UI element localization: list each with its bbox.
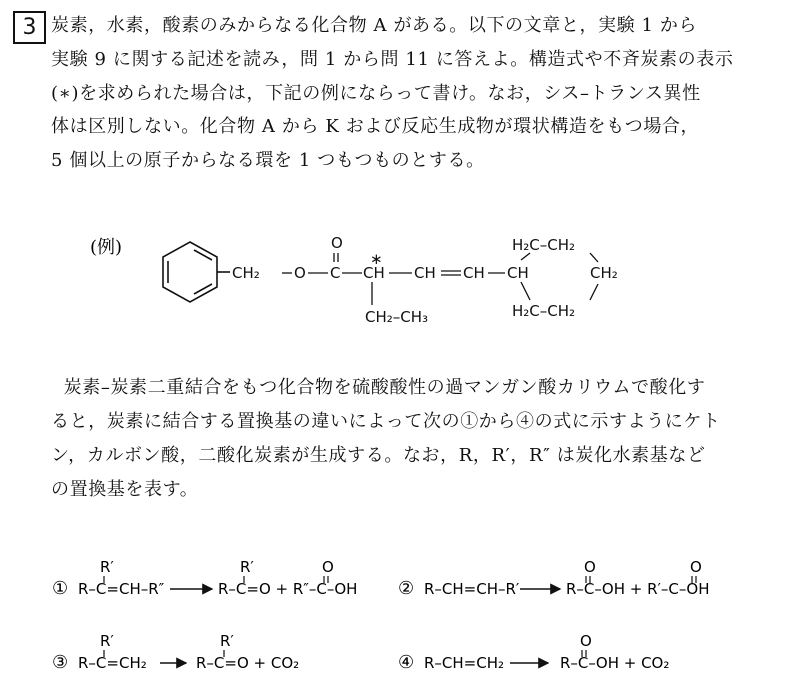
ring-ch: CH: [507, 264, 529, 282]
reaction-2-number: ②: [398, 578, 415, 599]
intro-line-2: 実験 9 に関する記述を読み，問 1 から問 11 に答えよ。構造式や不斉炭素の表示: [51, 49, 734, 70]
reaction-4-product: R–C–OH + CO₂: [560, 654, 670, 672]
benzene-ring: [163, 242, 230, 302]
reaction-4: [398, 632, 669, 673]
intro-line-5: 5 個以上の原子からなる環を 1 つもつものとする。: [51, 150, 485, 171]
chiral-mark: ∗: [370, 250, 383, 268]
ethyl-group: CH₂–CH₃: [365, 308, 429, 326]
reaction-3-reactant: R–C=CH₂: [78, 654, 147, 672]
reaction-1-acid-oxygen: O: [322, 558, 334, 576]
ring-bottom: H₂C–CH₂: [512, 302, 576, 320]
oxidation-line-2: ると，炭素に結合する置換基の違いによって次の①から④の式に示すようにケト: [51, 411, 721, 432]
oxidation-line-3: ン，カルボン酸，二酸化炭素が生成する。なお，R，R′，R″ は炭化水素基など: [51, 445, 706, 466]
question-number-box: 3: [13, 11, 46, 44]
reaction-2-oxygen-1: O: [584, 558, 596, 576]
reaction-2-oxygen-2: O: [690, 558, 702, 576]
reaction-4-oxygen: O: [580, 632, 592, 650]
reaction-3-product-sub-r: R′: [220, 632, 234, 650]
reaction-2-product: R–C–OH + R′–C–OH: [566, 580, 710, 598]
reaction-3-sub-r: R′: [100, 632, 114, 650]
oxidation-line-1: 炭素–炭素二重結合をもつ化合物を硫酸酸性の過マンガン酸カリウムで酸化す: [51, 377, 706, 398]
ch2-group: CH₂: [232, 264, 260, 282]
intro-line-1: 炭素，水素，酸素のみからなる化合物 A がある。以下の文章と，実験 1 から: [51, 15, 698, 36]
reaction-1-product: R–C=O + R″–C–OH: [218, 580, 358, 598]
reaction-1-number: ①: [52, 578, 69, 599]
reaction-1-sub-r: R′: [100, 558, 114, 576]
reaction-3-product: R–C=O + CO₂: [196, 654, 300, 672]
reaction-equations: [0, 536, 800, 686]
reaction-2: [398, 558, 709, 599]
intro-line-4: 体は区別しない。化合物 A から K および反応生成物が環状構造をもつ場合，: [51, 116, 700, 137]
carbonyl-carbon: C: [330, 264, 341, 282]
reaction-3-number: ③: [52, 652, 69, 673]
reaction-3: [52, 632, 299, 673]
intro-line-3: (∗)を求められた場合は，下記の例にならって書け。なお，シス–トランス異性: [51, 83, 701, 104]
alkene-ch-1: CH: [414, 264, 436, 282]
reaction-1-reactant: R–C=CH–R″: [78, 580, 165, 598]
reaction-4-number: ④: [398, 652, 415, 673]
reaction-4-reactant: R–CH=CH₂: [424, 654, 505, 672]
ring-right: CH₂: [590, 264, 618, 282]
alkene-ch-2: CH: [463, 264, 485, 282]
ester-oxygen: O: [294, 264, 306, 282]
example-label: (例): [90, 237, 123, 258]
reaction-2-reactant: R–CH=CH–R′: [424, 580, 520, 598]
reaction-1: [52, 558, 357, 599]
example-structure: [0, 220, 800, 350]
reaction-1-product-sub-r: R′: [240, 558, 254, 576]
oxidation-line-4: の置換基を表す。: [51, 479, 199, 500]
chiral-ch: CH: [363, 264, 385, 282]
ring-top: H₂C–CH₂: [512, 236, 576, 254]
carbonyl-oxygen: O: [331, 234, 343, 252]
